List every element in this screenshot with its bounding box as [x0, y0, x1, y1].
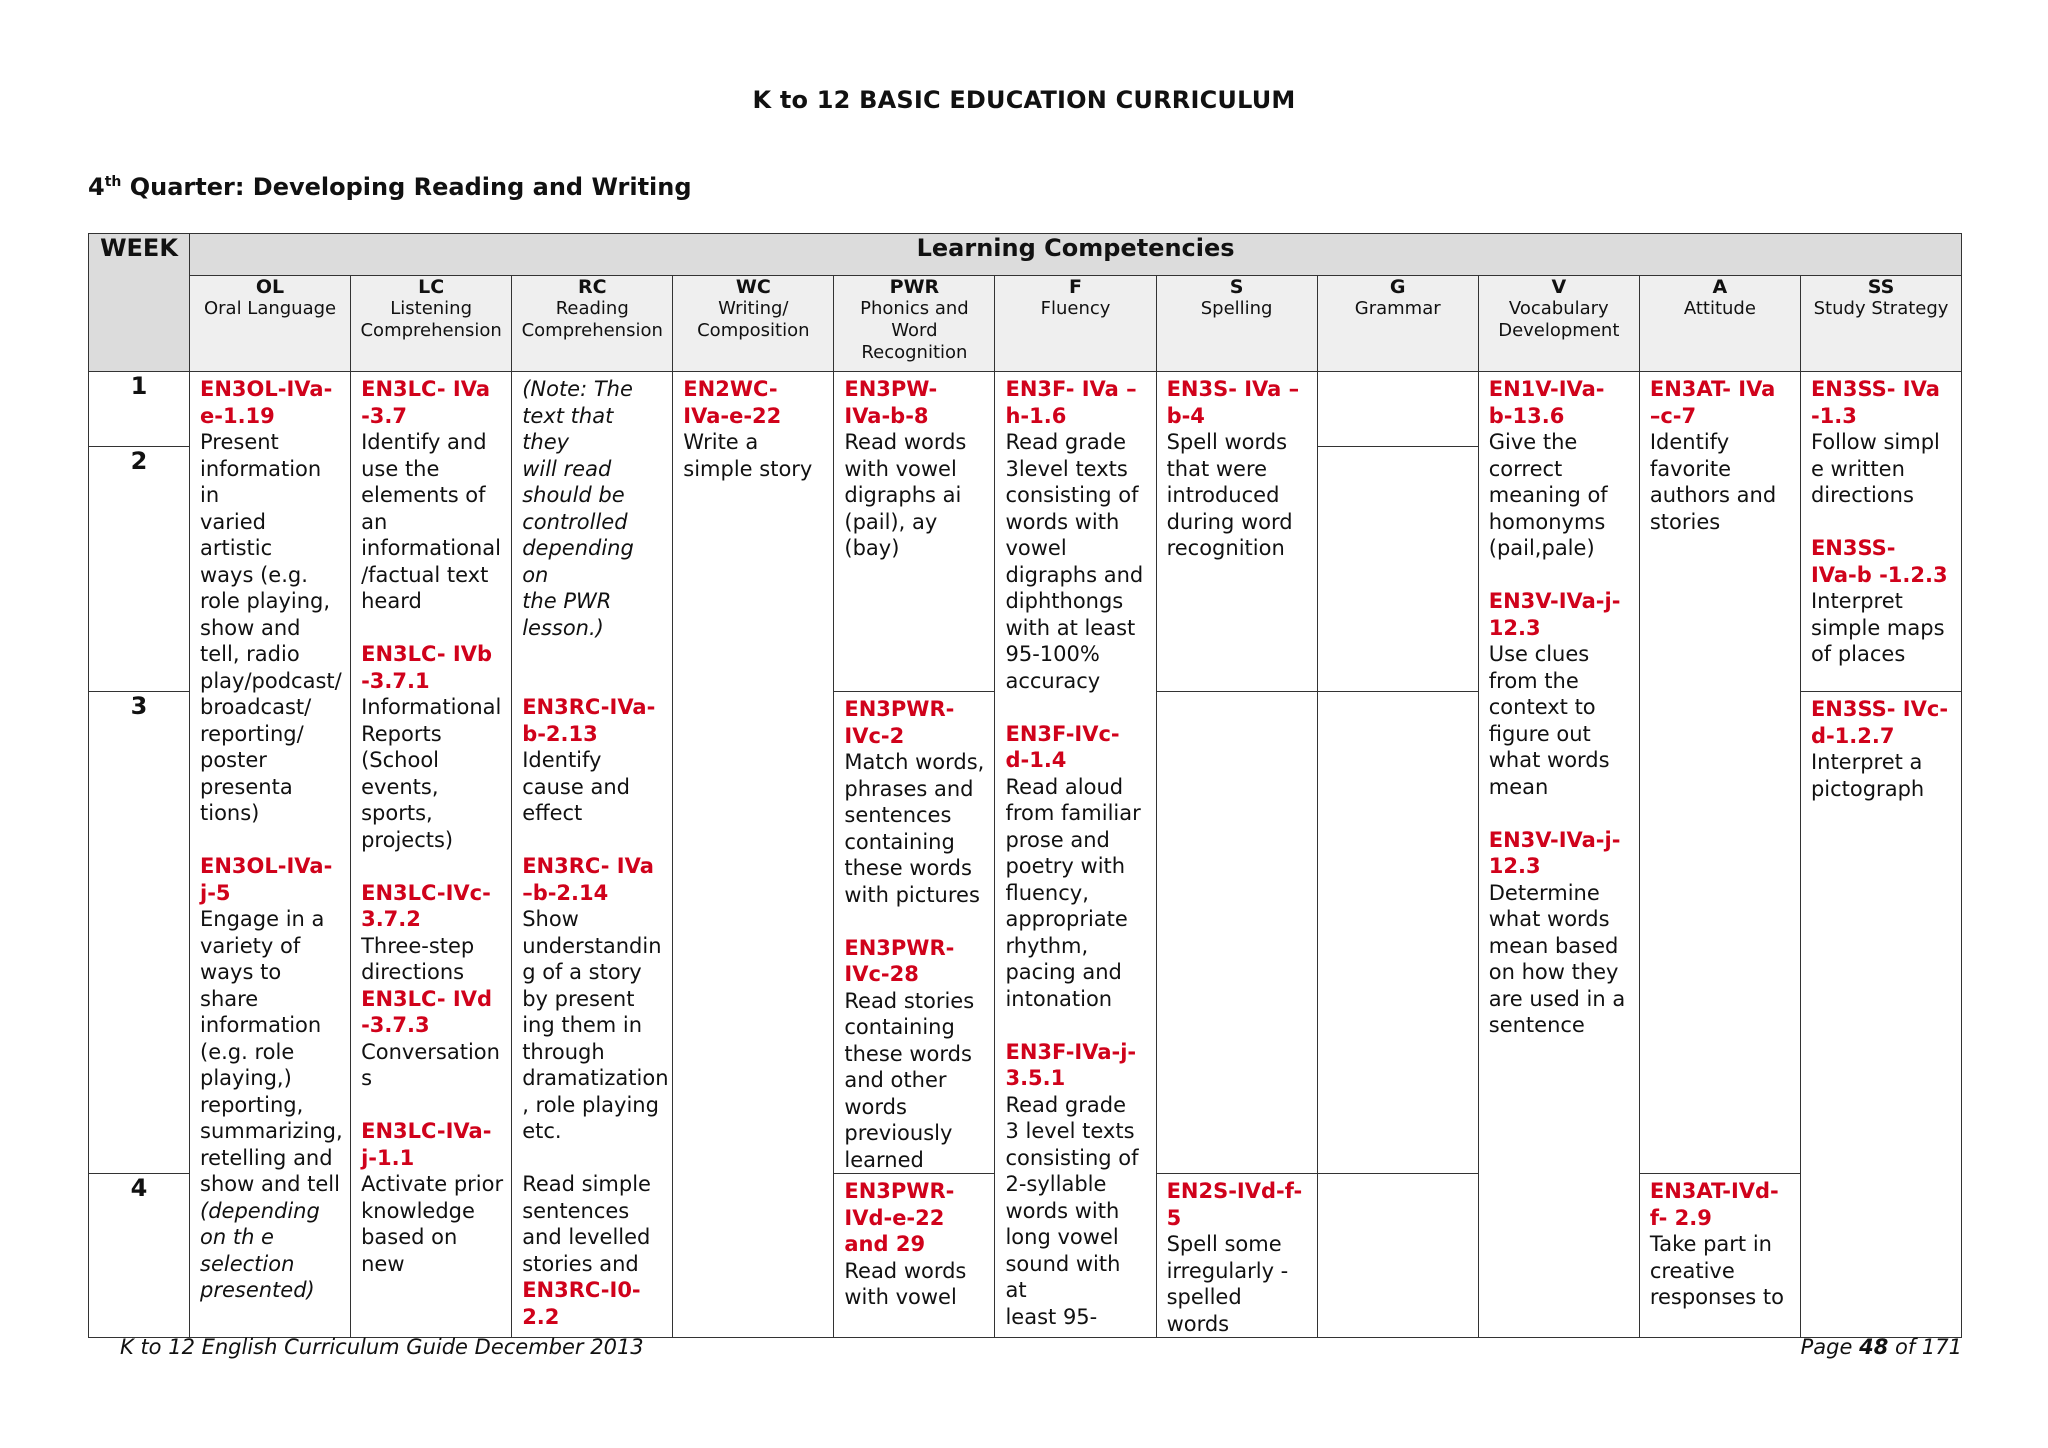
competency-code: EN3LC- IVd -3.7.3: [361, 986, 493, 1037]
column-name: Attitude: [1683, 298, 1756, 319]
competency-text: Identify and use the elements of an informational /factual text heard: [361, 430, 501, 613]
quarter-title: Quarter: Developing Reading and Writing: [121, 173, 692, 201]
f-cell: [995, 372, 1156, 1338]
competency-code: EN3PWR- IVc-2: [844, 697, 955, 748]
column-code: G: [1389, 276, 1406, 298]
column-header-wc: [673, 276, 834, 372]
competency-code: EN3LC- IVa -3.7: [361, 377, 491, 428]
column-header-ss: [1800, 276, 1961, 372]
ss-cell-weeks-1-2: [1800, 372, 1961, 692]
page-suffix: of 171: [1888, 1335, 1962, 1359]
competency-text: Determine what words mean based on how they are used in a sentence: [1488, 880, 1626, 1037]
g-cell-week-4: [1317, 1174, 1478, 1338]
ol-cell: [190, 372, 351, 1338]
s-cell-weeks-1-2: [1156, 372, 1317, 692]
footer-page-number: [1801, 1335, 1962, 1359]
column-code: S: [1229, 276, 1244, 298]
competency-text: Three-step directions: [361, 933, 475, 984]
competency-text: Read words with vowel: [844, 1258, 967, 1309]
competency-text: Informational Reports (School events, sports, projects): [361, 695, 502, 852]
competency-code: EN3LC- IVb -3.7.1: [361, 642, 493, 693]
s-cell-week-3: [1156, 692, 1317, 1174]
competency-code: EN3RC- IVa –b-2.14: [522, 854, 654, 905]
quarter-heading: [88, 173, 692, 201]
column-header-f: [995, 276, 1156, 372]
column-code: RC: [577, 276, 607, 298]
competency-text: Spell some irregularly - spelled words: [1166, 1232, 1289, 1336]
competency-text: Activate prior knowledge based on new: [361, 1172, 504, 1276]
week-column-header: WEEK: [89, 234, 190, 372]
week-1-label: 1: [89, 372, 190, 447]
column-name: Study Strategy: [1813, 298, 1949, 319]
column-header-ol: [190, 276, 351, 372]
g-cell-week-2: [1317, 447, 1478, 692]
g-cell-week-1: [1317, 372, 1478, 447]
document-title: K to 12 BASIC EDUCATION CURRICULUM: [752, 86, 1296, 114]
competency-code: EN1V-IVa- b-13.6: [1488, 377, 1605, 428]
a-cell-weeks-1-3: [1639, 372, 1800, 1174]
column-header-rc: [512, 276, 673, 372]
competency-text: Read grade 3 level texts consisting of 2-syllable words with long vowel sound with at least 95-: [1005, 1092, 1139, 1329]
column-code: A: [1712, 276, 1728, 298]
competency-text: Write a simple story: [683, 430, 813, 481]
competency-text: Spell words that were introduced during word recognition: [1166, 430, 1293, 560]
column-code: V: [1551, 276, 1567, 298]
competency-code: EN3PWR- IVc-28: [844, 935, 955, 986]
competency-text: Interpret simple maps of places: [1810, 589, 1945, 666]
competency-text: Use clues from the context to figure out what words mean: [1488, 642, 1610, 799]
competency-code: EN3SS- IVc- d-1.2.7: [1810, 697, 1949, 748]
competency-text: Conversation s: [361, 1039, 500, 1090]
competency-text: Read grade 3level texts consisting of words with vowel digraphs and diphthongs with at least 95-100% accuracy: [1005, 430, 1144, 693]
competency-code: EN3F-IVa-j- 3.5.1: [1005, 1039, 1137, 1090]
column-code: F: [1069, 276, 1082, 298]
column-code: LC: [418, 276, 445, 298]
competency-code: EN3F-IVc- d-1.4: [1005, 721, 1120, 772]
competency-text: Present information in varied artistic ways (e.g. role playing, show and tell, radio play/podcast/ broadcast/ reporting/ poster presenta tions): [200, 430, 342, 825]
competency-code: EN3PWR- IVd-e-22 and 29: [844, 1179, 955, 1256]
competency-text: Follow simpl e written directions: [1810, 430, 1940, 507]
competency-code: EN3F- IVa – h-1.6: [1005, 377, 1137, 428]
page-prefix: Page: [1800, 1335, 1860, 1359]
competency-code: EN3V-IVa-j- 12.3: [1488, 589, 1621, 640]
competency-text: Take part in creative responses to: [1649, 1232, 1784, 1309]
competency-code: EN3PW- IVa-b-8: [844, 377, 938, 428]
footer-guide-title: K to 12 English Curriculum Guide December 2013: [120, 1335, 644, 1359]
competency-code: EN2WC- IVa-e-22: [683, 377, 782, 428]
column-header-lc: [351, 276, 512, 372]
column-header-pwr: [834, 276, 995, 372]
column-name: Vocabulary Development: [1498, 298, 1620, 341]
competency-code: EN2S-IVd-f- 5: [1166, 1179, 1303, 1230]
competency-code: EN3AT- IVa –c-7: [1649, 377, 1776, 428]
column-name: Listening Comprehension: [360, 298, 502, 341]
column-name: Writing/ Composition: [697, 298, 810, 341]
pwr-cell-weeks-1-2: [834, 372, 995, 692]
competency-code: EN3LC-IVa- j-1.1: [361, 1119, 492, 1170]
competency-code: EN3SS- IVa-b -1.2.3: [1810, 536, 1948, 587]
g-cell-week-3: [1317, 692, 1478, 1174]
column-name: Grammar: [1354, 298, 1441, 319]
competency-text: Read words with vowel digraphs ai (pail), ay (bay): [844, 430, 967, 560]
column-code: OL: [255, 276, 285, 298]
competency-code: EN3RC-I0- 2.2: [522, 1278, 641, 1329]
competency-text: Engage in a variety of ways to share information (e.g. role playing,) reporting, summarizing, retelling and show and tell: [200, 907, 343, 1196]
column-name: Oral Language: [203, 298, 337, 319]
column-code: PWR: [889, 276, 940, 298]
competency-code: EN3OL-IVa- j-5: [200, 854, 333, 905]
quarter-number: 4: [88, 173, 105, 201]
column-name: Spelling: [1200, 298, 1273, 319]
competency-note: (depending on th e selection presented): [200, 1198, 320, 1302]
competency-code: EN3V-IVa-j- 12.3: [1488, 827, 1621, 878]
competency-text: Read stories containing these words and other words previously learned: [844, 988, 975, 1172]
week-4-label: 4: [89, 1174, 190, 1338]
competency-text: Show understandin g of a story by present ing them in through dramatization , role playing etc. Read simple sentences and levelled stories and: [522, 907, 669, 1276]
a-cell-week-4: [1639, 1174, 1800, 1338]
learning-competencies-table: [88, 233, 1962, 1338]
column-name: Phonics and Word Recognition: [860, 298, 969, 363]
competency-code: EN3S- IVa – b-4: [1166, 377, 1300, 428]
s-cell-week-4: [1156, 1174, 1317, 1338]
ss-cell-weeks-3-4: [1800, 692, 1961, 1338]
quarter-ordinal-suffix: th: [104, 174, 122, 190]
pwr-cell-week-4: [834, 1174, 995, 1338]
competency-note: (Note: The text that they will read should be controlled depending on the PWR lesson.): [522, 377, 634, 640]
competency-code: EN3AT-IVd- f- 2.9: [1649, 1179, 1779, 1230]
competency-code: EN3OL-IVa- e-1.19: [200, 377, 333, 428]
column-header-a: [1639, 276, 1800, 372]
learning-competencies-header: Learning Competencies: [190, 234, 1962, 276]
column-header-s: [1156, 276, 1317, 372]
competency-code: EN3LC-IVc- 3.7.2: [361, 880, 491, 931]
v-cell: [1478, 372, 1639, 1338]
competency-text: Identify cause and effect: [522, 748, 630, 825]
wc-cell: [673, 372, 834, 1338]
column-header-v: [1478, 276, 1639, 372]
competency-text: Interpret a pictograph: [1810, 750, 1925, 801]
competency-text: Match words, phrases and sentences containing these words with pictures: [844, 750, 985, 907]
competency-text: Give the correct meaning of homonyms (pail,pale): [1488, 430, 1608, 560]
competency-text: Identify favorite authors and stories: [1649, 430, 1777, 534]
lc-cell: [351, 372, 512, 1338]
week-3-label: 3: [89, 692, 190, 1174]
current-page: 48: [1859, 1335, 1889, 1359]
column-name: Reading Comprehension: [521, 298, 663, 341]
column-header-g: [1317, 276, 1478, 372]
competency-text: Read aloud from familiar prose and poetry with fluency, appropriate rhythm, pacing and intonation: [1005, 774, 1141, 1011]
competency-code: EN3RC-IVa- b-2.13: [522, 695, 656, 746]
column-code: WC: [735, 276, 771, 298]
pwr-cell-week-3: [834, 692, 995, 1174]
column-code: SS: [1867, 276, 1895, 298]
week-2-label: 2: [89, 447, 190, 692]
competency-code: EN3SS- IVa -1.3: [1810, 377, 1940, 428]
column-name: Fluency: [1040, 298, 1111, 319]
rc-cell: [512, 372, 673, 1338]
